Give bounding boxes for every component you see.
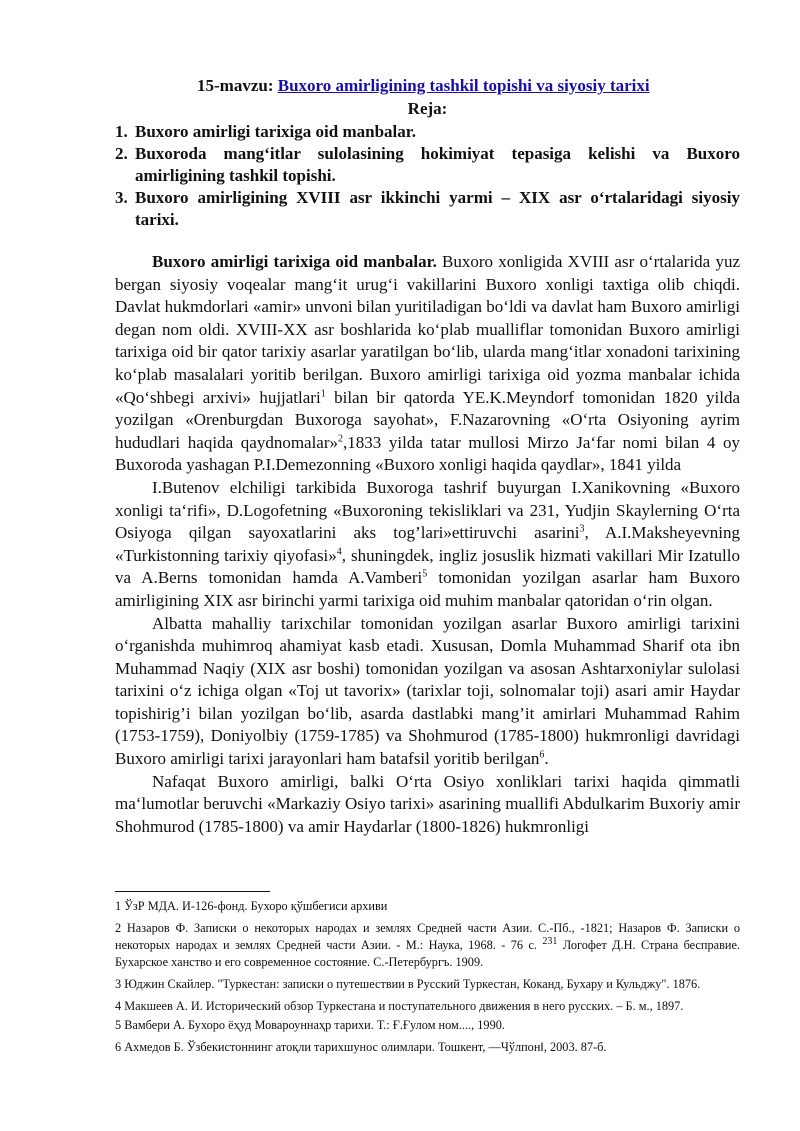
plan-item-number: 2.	[115, 144, 128, 163]
footnote: 5 Вамбери А. Бухоро ёҳуд Мовароуннаҳр тарихи. Т.: Ғ.Ғулом ном...., 1990.	[115, 1018, 505, 1032]
footnote-ref[interactable]: 2	[338, 433, 344, 445]
paragraph-text: bilan bir qatorda YE.K.Meyndorf tomonidan 1820 yilda yozilgan «Orenburgdan Buxoroga sayohat», F.Nazarovning «O‘rta Osiyoning ayrim hududlari haqida qaydnomalar»	[115, 387, 740, 452]
footnote-ref[interactable]: 1	[320, 387, 326, 399]
paragraph-text: Albatta mahalliy tarixchilar tomonidan yozilgan asarlar Buxoro amirligi tarixini o‘rganishda muhimroq ahamiyat kasb etadi. Xususan, Domla Muhammad Sharif ota ibn Muhammad Naqiy (XIX asr boshi) tomonidan yozilgan va asosan Ashtarxoniylar sulolasi tarixini o‘z ichiga olgan «Toj ut tavorix» (tarixlar toji, solnomalar toji) asari amir Haydar topishirig’i bilan yozilgan bo‘lib, asarda dastlabki mang’it amirlari Muhammad Rahim (1753-1759), Doniyolbiy (1759-1785) va Shohmurod (1785-1800) hukmronligi davridagi Buxoro amirligi tarixi jarayonlari ham batafsil yoritib berilgan	[115, 613, 740, 769]
plan-item	[115, 121, 740, 143]
footnotes	[115, 898, 740, 1061]
footnote-ref[interactable]: 6	[539, 749, 545, 761]
footnote-ref: 231	[542, 935, 558, 947]
footnote-ref[interactable]: 3	[579, 523, 585, 535]
topic-prefix: 15-mavzu:	[197, 76, 274, 95]
footnote-ref[interactable]: 4	[336, 546, 342, 558]
plan-heading: Reja:	[407, 99, 448, 118]
footnote: 6 Ахмедов Б. Ўзбекистоннинг атоқли тарихшунос олимлари. Тошкент, ―Чўлпонǁ, 2003. 87-б.	[115, 1040, 607, 1054]
footnote: 3 Юджин Скайлер. "Туркестан: записки о путешествии в Русский Туркестан, Коканд, Бухару и Кульджу". 1876.	[115, 977, 701, 991]
paragraph-text: .	[544, 749, 549, 769]
paragraph	[115, 251, 740, 477]
plan-item-number: 3.	[115, 188, 128, 207]
plan-item	[115, 143, 740, 187]
topic-title	[197, 76, 650, 96]
footnote-text: Логофет Д.Н. Страна бесправие. Бухарское ханство и его современное состояние. С.-Петербургъ. 1909.	[115, 938, 740, 969]
footnote-separator	[115, 891, 270, 892]
footnote: 1 ЎзР МДА. И-126-фонд. Бухоро қўшбегиси архиви	[115, 899, 388, 913]
paragraph	[115, 477, 740, 613]
footnote-ref[interactable]: 5	[422, 568, 428, 580]
paragraph-text: I.Butenov elchiligi tarkibida Buxoroga tashrif buyurgan I.Xanikovning «Buxoro xonligi ta‘rifi», D.Logofetning «Buxoroning tekisliklari va 231, Yudjin Skaylerning O‘rta Osiyoga qilgan sayoxatlarini aks tog’lari»ettiruvchi asarini	[115, 477, 740, 543]
plan-item-number: 1.	[115, 122, 128, 141]
plan-item-text: Buxoro amirligi tarixiga oid manbalar.	[135, 122, 416, 141]
main-text	[115, 251, 740, 838]
plan-item-text: Buxoro amirligining XVIII asr ikkinchi yarmi – XIX asr o‘rtalaridagi siyosiy tarixi.	[135, 188, 740, 229]
plan-item-text: Buxoroda mang‘itlar sulolasining hokimiyat tepasiga kelishi va Buxoro amirligining tashkil topishi.	[135, 144, 740, 185]
topic-link[interactable]: Buxoro amirligining tashkil topishi va siyosiy tarixi	[277, 76, 650, 95]
footnote: 4 Макшеев А. И. Исторический обзор Туркестана и поступательного движения в него русских. – Б. м., 1897.	[115, 999, 684, 1013]
paragraph	[115, 771, 740, 839]
plan-item	[115, 187, 740, 231]
paragraph	[115, 613, 740, 771]
section-heading: Buxoro amirligi tarixiga oid manbalar.	[152, 252, 437, 271]
plan-list	[115, 121, 740, 231]
paragraph-text: Nafaqat Buxoro amirligi, balki O‘rta Osiyo xonliklari tarixi haqida qimmatli ma‘lumotlar beruvchi «Markaziy Osiyo tarixi» asarining muallifi Abdulkarim Buxoriy amir Shohmurod (1785-1800) va amir Haydarlar (1800-1826) hukmronligi	[115, 771, 740, 836]
paragraph-text: , A.I.Maksheyevning «Turkistonning tarixiy qiyofasi»	[115, 523, 740, 565]
paragraph-text: Buxoro xonligida XVIII asr o‘rtalarida yuz bergan siyosiy voqealar mang‘it urug‘i vakillarini Buxoro xonligi taxtiga olib chiqdi. Davlat hukmdorlari «amir» unvoni bilan yuritiladigan bo‘ldi va davlat ham Buxoro amirligi degan nom oldi. XVIII-XX asr boshlarida ko‘plab mualliflar tomonidan Buxoro amirligi tarixiga oid bir qator tarixiy asarlar yaratilgan bo‘lib, ularda mang‘itlar xonadoni tarixining ko‘plab masalalari yoritib berilgan. Buxoro amirligi tarixiga oid yozma manbalar ichida «Qo‘shbegi arxivi» hujjatlari	[115, 252, 740, 407]
paragraph-text: tomonidan yozilgan asarlar ham Buxoro amirligining XIX asr birinchi yarmi tarixiga oid muhim manbalar qatoridan o‘rin olgan.	[115, 568, 740, 610]
paragraph-text: ,1833 yilda tatar mullosi Mirzo Ja‘far nomi bilan 4 oy Buxoroda yashagan P.I.Demezonning «Buxoro xonligi haqida qaydlar», 1841 yilda	[115, 432, 740, 475]
paragraph-text: , shuningdek, ingliz josuslik hizmati vakillari Mir Izatullo va A.Berns tomonidan hamda A.Vamberi	[115, 545, 740, 588]
footnote	[115, 920, 740, 971]
footnote-text: 2 Назаров Ф. Записки о некоторых народах и землях Средней части Азии. С.-Пб., -1821; Назаров Ф. Записки о некоторых народах и землях Средней части Азии. - М.: Наука, 1968. - 76 с.	[115, 921, 740, 952]
